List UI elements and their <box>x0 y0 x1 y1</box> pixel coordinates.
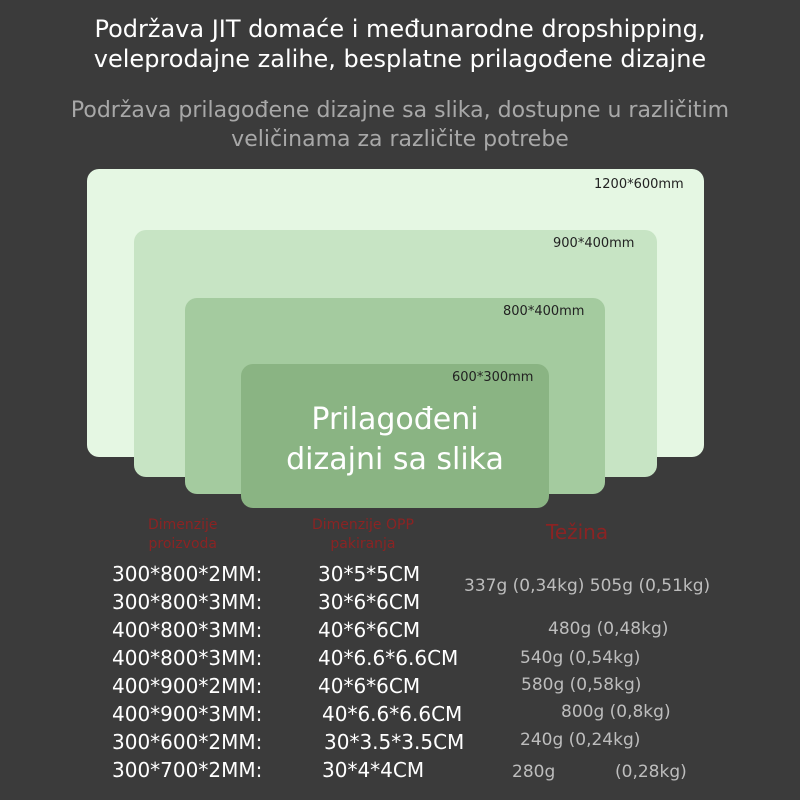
weight-value: 800g (0,8kg) <box>561 702 671 722</box>
column-header-opp-dimensions <box>312 516 414 554</box>
size-label-800x400: 800*400mm <box>503 304 585 319</box>
headline-line-2: veleprodajne zalihe, besplatne prilagođene dizajne <box>93 45 707 73</box>
headline-line-1: Podržava JIT domaće i međunarodne dropshipping, <box>94 15 706 43</box>
weight-value: 337g (0,34kg) 505g (0,51kg) <box>464 576 711 596</box>
column-header-weight: Težina <box>546 520 609 544</box>
row-3-product: 400*800*3MM: <box>112 618 263 642</box>
size-label-1200x600: 1200*600mm <box>594 177 684 192</box>
row-7-product: 300*600*2MM: <box>112 730 263 754</box>
row-4-opp: 40*6.6*6.6CM <box>318 646 459 670</box>
row-4-product: 400*800*3MM: <box>112 646 263 670</box>
subline-line-1: Podržava prilagođene dizajne sa slika, dostupne u različitim <box>70 98 730 123</box>
row-5-product: 400*900*2MM: <box>112 674 263 698</box>
row-6-product: 400*900*3MM: <box>112 702 263 726</box>
subline <box>0 96 800 154</box>
row-1-opp: 30*5*5CM <box>318 562 421 586</box>
column-header-opp-line-2: pakiranja <box>330 536 396 552</box>
row-8-opp: 30*4*4CM <box>322 758 425 782</box>
column-header-opp-line-1: Dimenzije OPP <box>312 517 414 533</box>
custom-design-caption-line-2: dizajni sa slika <box>286 442 504 477</box>
size-label-600x300: 600*300mm <box>452 370 534 385</box>
weight-value: 280g <box>512 762 556 782</box>
weight-value: (0,28kg) <box>615 762 687 782</box>
custom-design-caption <box>241 400 549 480</box>
column-header-product-line-1: Dimenzije <box>148 517 218 533</box>
row-2-opp: 30*6*6CM <box>318 590 421 614</box>
subline-line-2: veličinama za različite potrebe <box>231 127 569 152</box>
row-3-opp: 40*6*6CM <box>318 618 421 642</box>
row-7-opp: 30*3.5*3.5CM <box>324 730 465 754</box>
column-header-product-line-2: proizvoda <box>148 536 217 552</box>
weight-value: 540g (0,54kg) <box>520 648 641 668</box>
row-2-product: 300*800*3MM: <box>112 590 263 614</box>
column-header-product-dimensions <box>148 516 218 554</box>
row-1-product: 300*800*2MM: <box>112 562 263 586</box>
weight-value: 480g (0,48kg) <box>548 619 669 639</box>
weight-value: 580g (0,58kg) <box>521 675 642 695</box>
size-label-900x400: 900*400mm <box>553 236 635 251</box>
headline <box>0 14 800 74</box>
row-5-opp: 40*6*6CM <box>318 674 421 698</box>
row-6-opp: 40*6.6*6.6CM <box>322 702 463 726</box>
weight-value: 240g (0,24kg) <box>520 730 641 750</box>
row-8-product: 300*700*2MM: <box>112 758 263 782</box>
custom-design-caption-line-1: Prilagođeni <box>311 402 479 437</box>
